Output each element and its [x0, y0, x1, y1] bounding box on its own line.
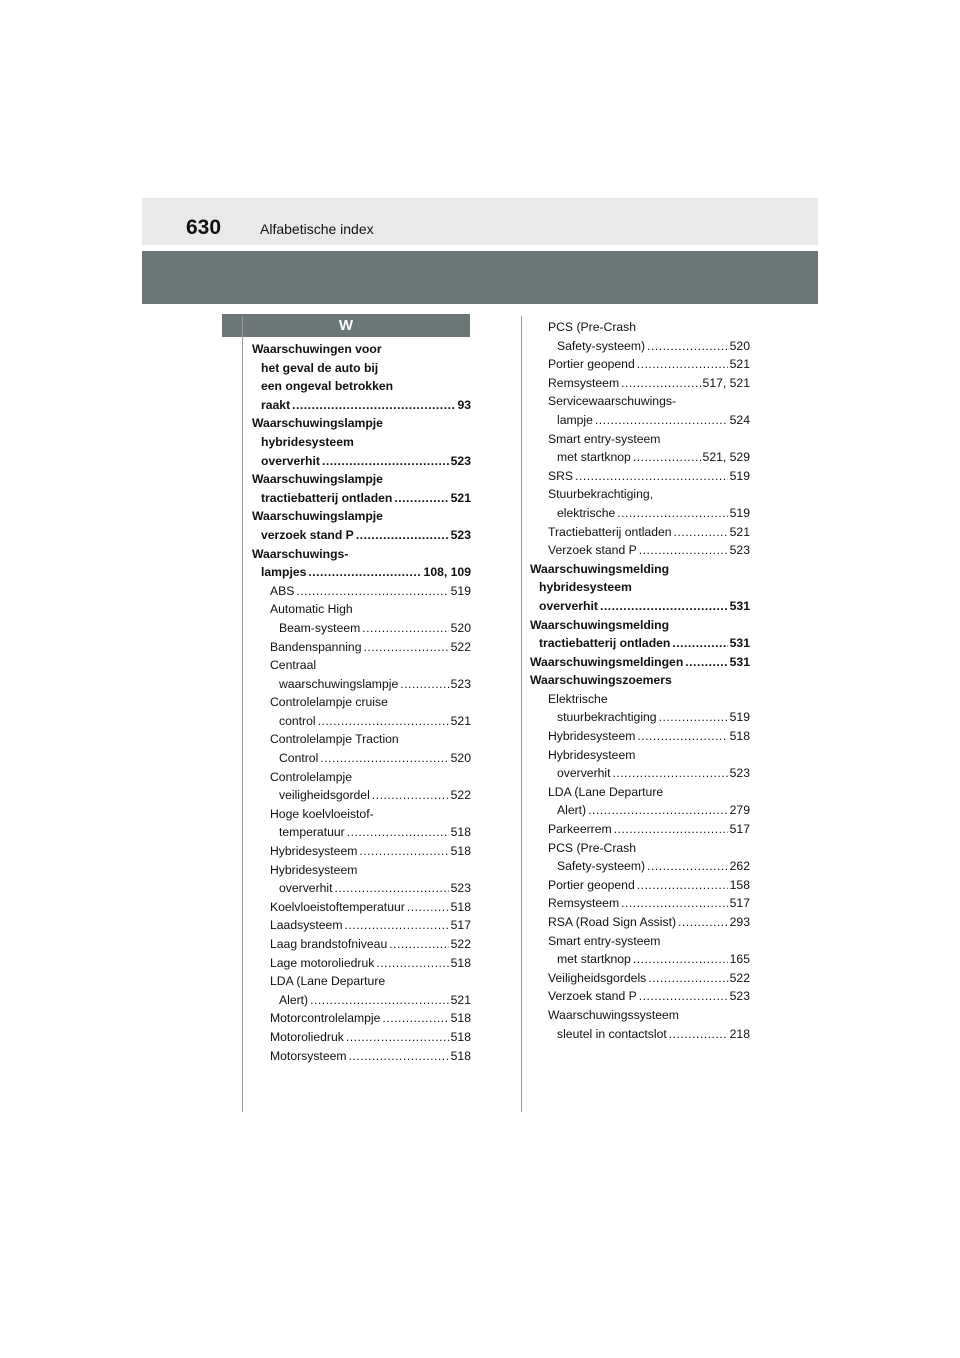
index-subentry: Automatic High Beam-systeem ..... 520	[252, 600, 471, 637]
index-subentry: Elektrische stuurbekrachtiging ..... 519	[530, 690, 750, 727]
index-entry: Waarschuwingsmeldingen ..... 531	[530, 653, 750, 672]
page-ref: 93	[457, 397, 471, 412]
index-subentry: Motorsysteem ..... 518	[252, 1047, 471, 1066]
index-subentry: Smart entry-systeem met startknop ..... 521, 529	[530, 430, 750, 467]
column-rule-left	[242, 316, 243, 1112]
section-title: Alfabetische index	[260, 221, 374, 237]
page-ref: 521	[450, 490, 471, 505]
index-subentry: RSA (Road Sign Assist) ..... 293	[530, 913, 750, 932]
index-subentry: PCS (Pre-Crash Safety-systeem) ..... 262	[530, 839, 750, 876]
page-number: 630	[186, 216, 222, 239]
index-entry: Waarschuwingen voor het geval de auto bij een ongeval betrokken raakt ..... 93	[252, 340, 471, 414]
column-rule-middle	[521, 316, 522, 1112]
index-subentry: Bandenspanning ..... 522	[252, 638, 471, 657]
page-ref: 523	[450, 527, 471, 542]
index-subentry: Controlelampje Traction Control ..... 520	[252, 730, 471, 767]
index-subentry: Veiligheidsgordels ..... 522	[530, 969, 750, 988]
index-subentry: Controlelampje veiligheidsgordel ..... 522	[252, 768, 471, 805]
index-subentry: Motorcontrolelampje ..... 518	[252, 1009, 471, 1028]
index-subentry: Laadsysteem ..... 517	[252, 916, 471, 935]
index-subentry: Controlelampje cruise control ..... 521	[252, 693, 471, 730]
index-subentry: Hoge koelvloeistof- temperatuur ..... 518	[252, 805, 471, 842]
index-subentry: Hybridesysteem oververhit ..... 523	[530, 746, 750, 783]
page-ref: 523	[450, 453, 471, 468]
index-subentry: Servicewaarschuwings- lampje ..... 524	[530, 392, 750, 429]
index-subentry: Laag brandstofniveau ..... 522	[252, 935, 471, 954]
index-subentry: Verzoek stand P ..... 523	[530, 541, 750, 560]
index-subentry: Hybridesysteem ..... 518	[530, 727, 750, 746]
index-subentry: Lage motoroliedruk ..... 518	[252, 954, 471, 973]
index-subentry: Smart entry-systeem met startknop ..... 165	[530, 932, 750, 969]
index-subentry: Hybridesysteem oververhit ..... 523	[252, 861, 471, 898]
index-entry: Waarschuwingslampje tractiebatterij ontladen ..... 521	[252, 470, 471, 507]
index-subentry: SRS ..... 519	[530, 467, 750, 486]
index-subentry: Centraal waarschuwingslampje ..... 523	[252, 656, 471, 693]
index-column-left	[252, 340, 471, 1065]
index-subentry: Motoroliedruk ..... 518	[252, 1028, 471, 1047]
index-subentry: ABS ..... 519	[252, 582, 471, 601]
index-subentry: Remsysteem ..... 517, 521	[530, 374, 750, 393]
index-letter-tab: W	[222, 314, 470, 337]
index-entry: Waarschuwingsmelding tractiebatterij ontladen ..... 531	[530, 616, 750, 653]
index-subentry: Parkeerrem ..... 517	[530, 820, 750, 839]
index-entry: Waarschuwingslampje hybridesysteem oververhit ..... 523	[252, 414, 471, 470]
index-entry: Waarschuwingslampje verzoek stand P ..... 523	[252, 507, 471, 544]
index-column-right	[530, 318, 750, 1043]
index-subentry: Stuurbekrachtiging, elektrische ..... 519	[530, 485, 750, 522]
index-subentry: Waarschuwingssysteem sleutel in contactslot ..... 218	[530, 1006, 750, 1043]
index-entry: Waarschuwingszoemers	[530, 673, 672, 688]
index-subentry: Verzoek stand P ..... 523	[530, 987, 750, 1006]
index-subentry: Tractiebatterij ontladen ..... 521	[530, 523, 750, 542]
index-subentry: Hybridesysteem ..... 518	[252, 842, 471, 861]
index-subentry: Koelvloeistoftemperatuur ..... 518	[252, 898, 471, 917]
index-subentry: Portier geopend ..... 521	[530, 355, 750, 374]
index-subentry: LDA (Lane Departure Alert) ..... 279	[530, 783, 750, 820]
index-subentry: Portier geopend ..... 158	[530, 876, 750, 895]
index-subentry: Remsysteem ..... 517	[530, 894, 750, 913]
index-subentry: PCS (Pre-Crash Safety-systeem) ..... 520	[530, 318, 750, 355]
page-ref: 108, 109	[423, 565, 471, 580]
index-entry: Waarschuwingsmelding hybridesysteem oververhit ..... 531	[530, 560, 750, 616]
index-subentry: LDA (Lane Departure Alert) ..... 521	[252, 972, 471, 1009]
header-band	[142, 198, 818, 245]
header-dark-band	[142, 251, 818, 304]
index-entry: Waarschuwings- lampjes ..... 108, 109	[252, 545, 471, 582]
